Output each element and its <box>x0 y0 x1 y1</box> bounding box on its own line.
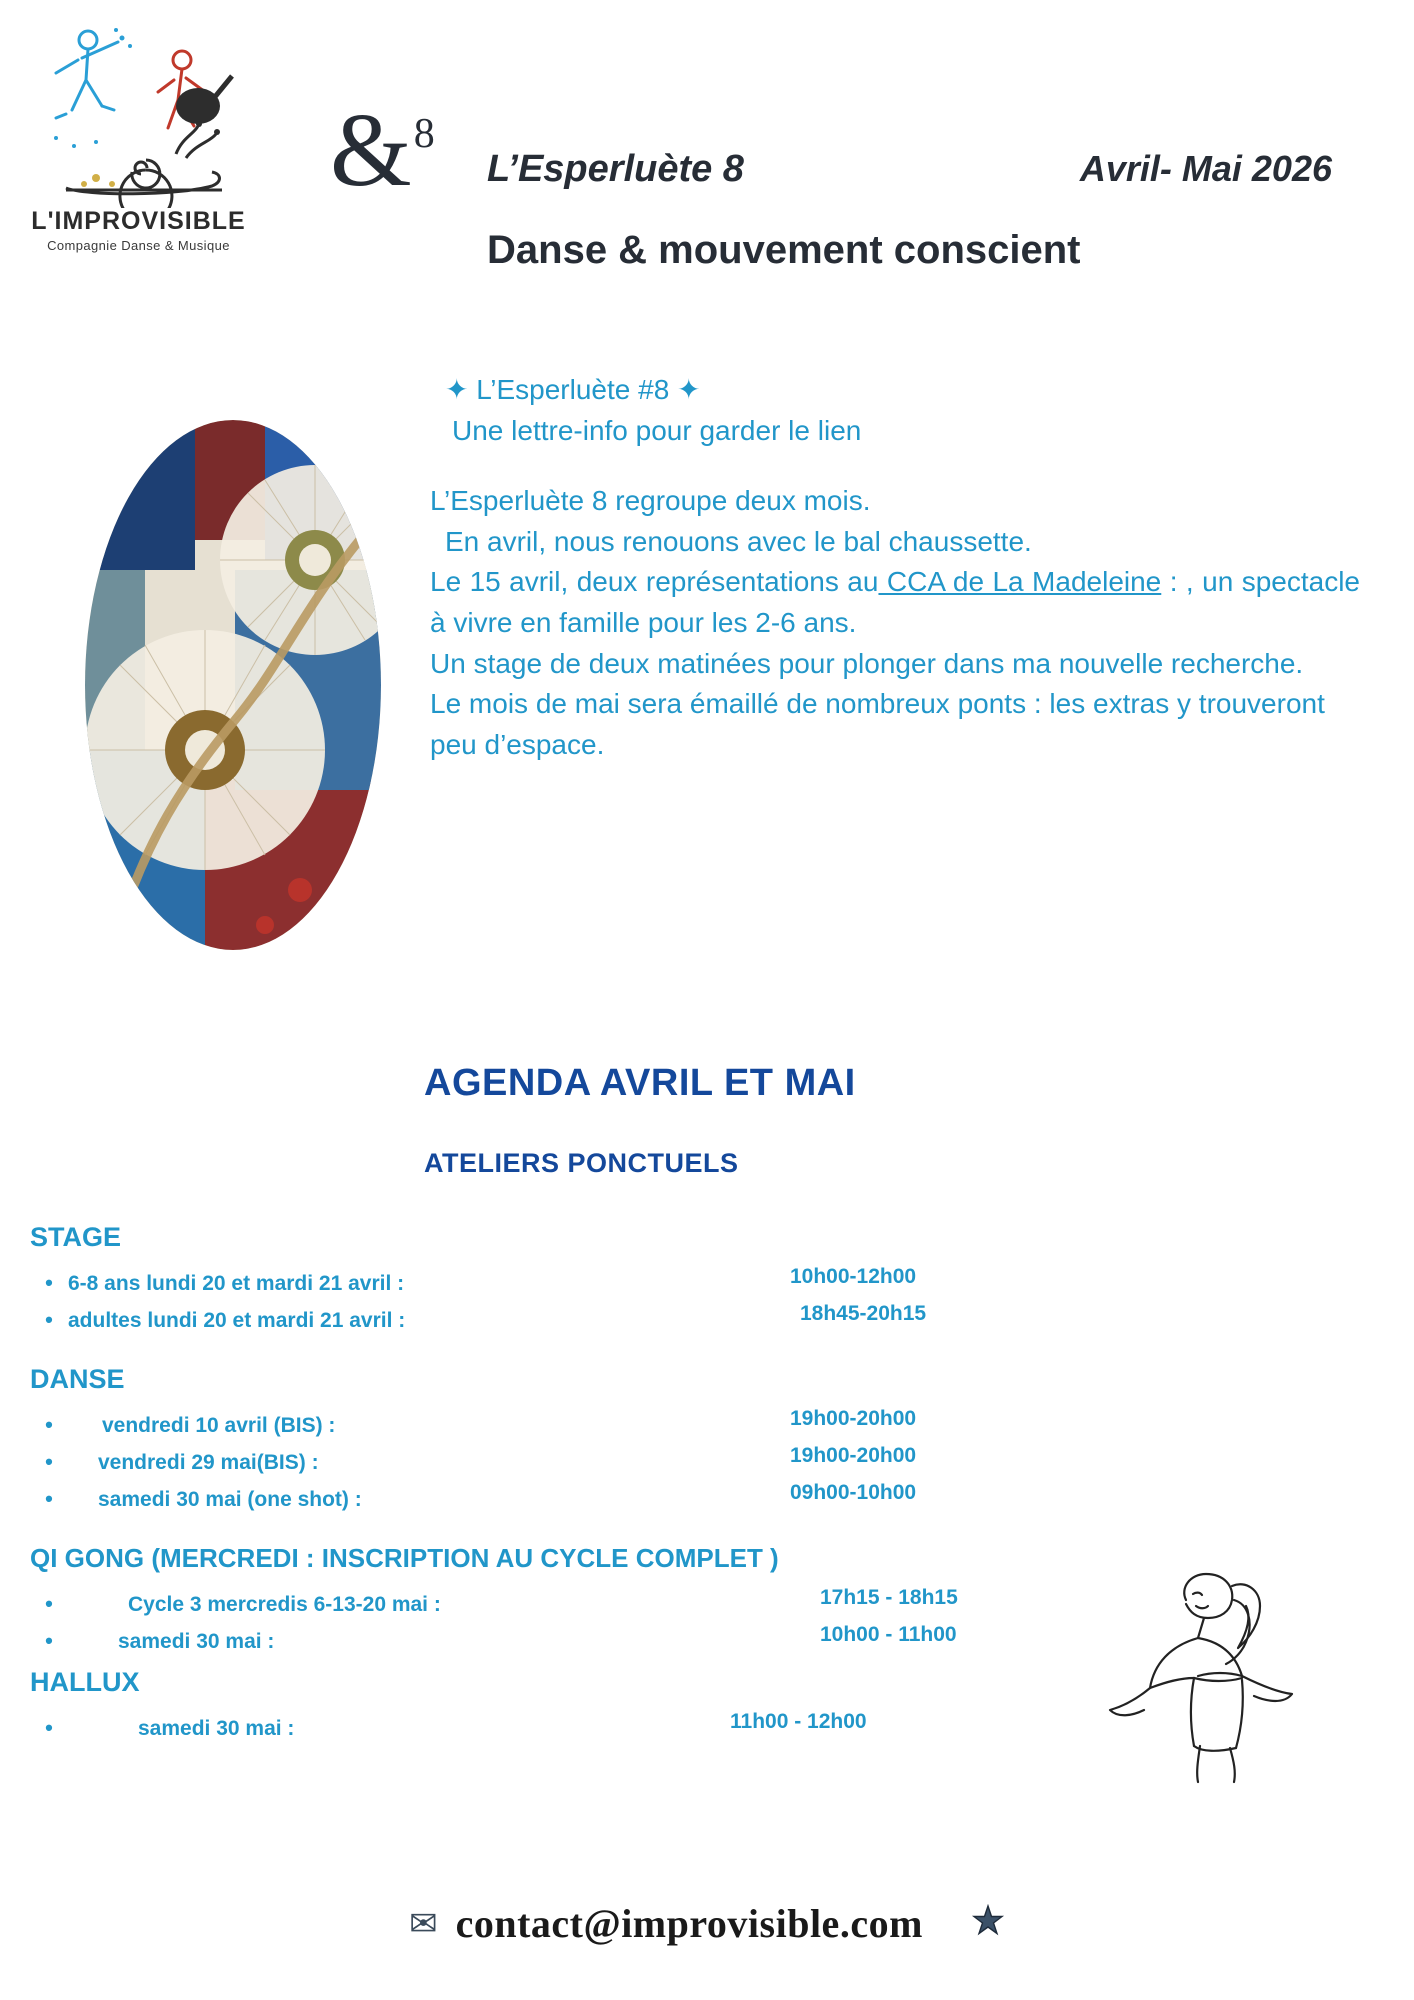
ampersand-glyph: & <box>330 91 412 208</box>
event-time: 19h00-20h00 <box>790 1407 917 1431</box>
event-time: 10h00-12h00 <box>790 1265 917 1288</box>
intro-paragraph-4: Un stage de deux matinées pour plonger dans ma nouvelle recherche. <box>430 647 1304 679</box>
section-heading: QI GONG (MERCREDI : INSCRIPTION AU CYCLE COMPLET ) <box>30 1543 779 1574</box>
event-label: Cycle 3 mercredis 6-13-20 mai : <box>128 1593 441 1617</box>
event-label: samedi 30 mai : <box>138 1717 295 1741</box>
intro-paragraph-1: L’Esperluète 8 regroupe deux mois. <box>430 485 871 517</box>
intro-paragraph-3-a: Le 15 avril, deux représentations au <box>430 566 879 598</box>
list-item <box>30 1444 1130 1481</box>
event-time: 10h00 - 11h00 <box>820 1622 957 1646</box>
dancer-line-drawing <box>1094 1560 1324 1790</box>
event-label: samedi 30 mai : <box>118 1629 275 1653</box>
bullet-icon: • <box>45 1270 53 1295</box>
agenda-sections <box>30 1222 1130 1747</box>
ampersand-issue-number: 8 <box>413 111 435 157</box>
intro-line-1: ✦ L’Esperluète #8 ✦ <box>445 374 701 405</box>
event-time: 19h00-20h00 <box>790 1443 917 1467</box>
list-item <box>30 1586 1130 1623</box>
bullet-icon: • <box>45 1591 53 1617</box>
agenda-section-stage <box>30 1222 1130 1338</box>
page-subtitle: Danse & mouvement conscient <box>487 228 1081 272</box>
intro-text <box>430 370 1360 765</box>
intro-paragraph-3 <box>430 562 1360 643</box>
intro-line-2: Une lettre-info pour garder le lien <box>452 414 862 446</box>
decorative-photo <box>85 420 381 950</box>
logo-company-tagline: Compagnie Danse & Musique <box>47 238 230 253</box>
photo-artwork <box>85 420 381 950</box>
agenda-subtitle: ATELIERS PONCTUELS <box>424 1148 739 1178</box>
list-item <box>30 1407 1130 1444</box>
header-title-row <box>487 148 1357 191</box>
agenda-section-qigong <box>30 1543 1130 1659</box>
star-icon <box>971 1904 1005 1943</box>
section-heading: DANSE <box>30 1364 125 1395</box>
bullet-icon: • <box>45 1627 53 1653</box>
bullet-icon: • <box>45 1715 53 1741</box>
mail-icon: ✉ <box>409 1904 438 1943</box>
bullet-icon: • <box>45 1485 53 1511</box>
event-time: 09h00-10h00 <box>790 1480 917 1504</box>
event-time: 17h15 - 18h15 <box>820 1586 958 1610</box>
agenda-section-hallux <box>30 1667 1130 1747</box>
issue-dates: Avril- Mai 2026 <box>1079 148 1332 189</box>
bullet-icon: • <box>45 1412 53 1438</box>
bullet-icon: • <box>45 1306 53 1332</box>
intro-paragraph-2: En avril, nous renouons avec le bal chaussette. <box>445 525 1032 557</box>
logo-block <box>26 18 251 263</box>
page-header <box>0 0 1414 290</box>
page-title: L’Esperluète 8 <box>487 148 744 190</box>
list-item <box>30 1623 1130 1660</box>
intro-paragraph-3-b: : , un spectacle à vivre en famille pour les 2-6 ans. <box>430 566 1360 638</box>
cca-madeleine-link[interactable]: CCA de La Madeleine <box>878 566 1162 598</box>
section-heading: HALLUX <box>30 1667 140 1698</box>
ampersand-mark <box>330 91 435 208</box>
event-time: 11h00 - 12h00 <box>730 1710 867 1734</box>
event-label: adultes lundi 20 et mardi 21 avril : <box>68 1308 406 1332</box>
agenda-title: AGENDA AVRIL ET MAI <box>424 1062 856 1104</box>
company-logo-illustration <box>26 18 251 208</box>
event-time: 18h45-20h15 <box>800 1301 927 1325</box>
bullet-icon: • <box>45 1448 53 1474</box>
footer-contact <box>0 1900 1414 1947</box>
agenda-section-danse <box>30 1364 1130 1517</box>
list-item <box>30 1710 1130 1747</box>
intro-paragraph-5: Le mois de mai sera émaillé de nombreux ponts : les extras y trouveront peu d’espace. <box>430 688 1325 760</box>
list-item <box>30 1302 1130 1339</box>
event-label: samedi 30 mai (one shot) : <box>98 1487 362 1511</box>
event-label: vendredi 10 avril (BIS) : <box>102 1414 336 1438</box>
list-item <box>30 1481 1130 1518</box>
logo-company-name: L'IMPROVISIBLE <box>31 207 246 235</box>
section-heading: STAGE <box>30 1222 122 1252</box>
list-item <box>30 1265 1130 1302</box>
event-label: vendredi 29 mai(BIS) : <box>98 1450 319 1474</box>
contact-email[interactable]: contact@improvisible.com <box>455 1901 923 1946</box>
event-label: 6-8 ans lundi 20 et mardi 21 avril : <box>68 1272 405 1295</box>
